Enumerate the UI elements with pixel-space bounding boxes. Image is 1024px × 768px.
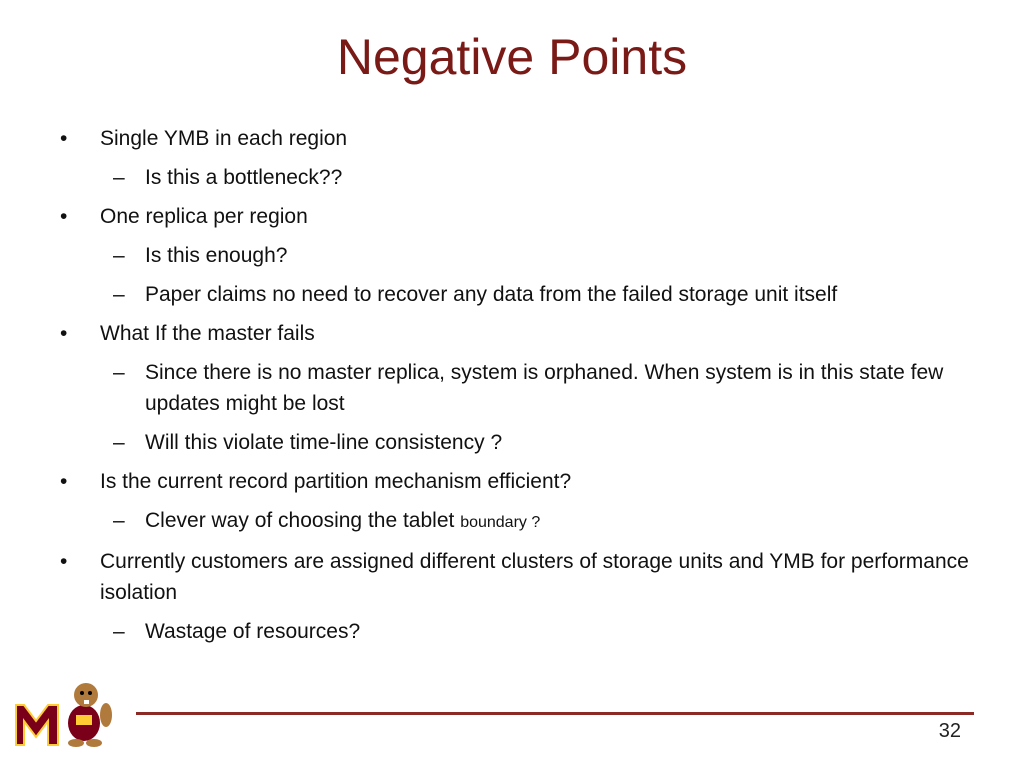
dash-icon: – xyxy=(113,283,125,306)
bullet-icon: • xyxy=(60,322,68,345)
dash-icon: – xyxy=(113,431,125,454)
bullet-text: One replica per region xyxy=(100,205,308,228)
sub-bullet-item xyxy=(55,162,995,193)
bullet-item xyxy=(55,466,995,538)
gopher-eye xyxy=(88,691,92,695)
gopher-tail xyxy=(100,703,112,727)
sub-bullet-text: Wastage of resources? xyxy=(145,620,361,643)
dash-icon: – xyxy=(113,166,125,189)
bullet-icon: • xyxy=(60,205,68,228)
sub-bullet-item xyxy=(55,427,995,458)
university-m-gopher-logo-icon xyxy=(12,675,117,750)
bullet-text: Single YMB in each region xyxy=(100,127,348,150)
sub-bullet-item xyxy=(55,240,995,271)
bullet-text: Currently customers are assigned different clusters of storage units and YMB for performance isolation xyxy=(100,550,969,604)
bullet-item xyxy=(55,318,995,458)
gopher-foot xyxy=(68,739,84,747)
bullet-icon: • xyxy=(60,550,68,573)
bullet-item xyxy=(55,546,995,647)
slide-title: Negative Points xyxy=(336,29,688,85)
sub-bullet-text: Clever way of choosing the tablet xyxy=(145,509,461,532)
sub-bullet-item xyxy=(55,616,995,647)
gopher-foot xyxy=(86,739,102,747)
bullet-text: Is the current record partition mechanism efficient? xyxy=(100,470,572,493)
sub-bullet-text: Is this enough? xyxy=(145,244,288,267)
dash-icon: – xyxy=(113,620,125,643)
dash-icon: – xyxy=(113,509,125,532)
footer-divider xyxy=(136,712,974,715)
bullet-icon: • xyxy=(60,127,68,150)
sub-bullet-text: Is this a bottleneck?? xyxy=(145,166,343,189)
sub-bullet-item xyxy=(55,357,995,419)
bullet-list xyxy=(55,123,995,647)
bullet-text: What If the master fails xyxy=(100,322,315,345)
gopher-sweater-m xyxy=(76,715,92,725)
block-m-shape xyxy=(16,705,58,745)
gopher-teeth xyxy=(84,700,89,704)
sub-bullet-text: Paper claims no need to recover any data from the failed storage unit itself xyxy=(145,283,838,306)
sub-bullet-text: Will this violate time-line consistency ? xyxy=(145,431,503,454)
page-number: 32 xyxy=(938,720,961,742)
sub-bullet-item xyxy=(55,279,995,310)
dash-icon: – xyxy=(113,361,125,384)
bullet-icon: • xyxy=(60,470,68,493)
sub-bullet-item xyxy=(55,505,995,538)
sub-bullet-text: Since there is no master replica, system is orphaned. When system is in this state few updates might be lost xyxy=(145,361,944,415)
gopher-eye xyxy=(80,691,84,695)
bullet-item xyxy=(55,201,995,310)
sub-bullet-small-text: boundary ? xyxy=(460,514,541,531)
dash-icon: – xyxy=(113,244,125,267)
bullet-item xyxy=(55,123,995,193)
